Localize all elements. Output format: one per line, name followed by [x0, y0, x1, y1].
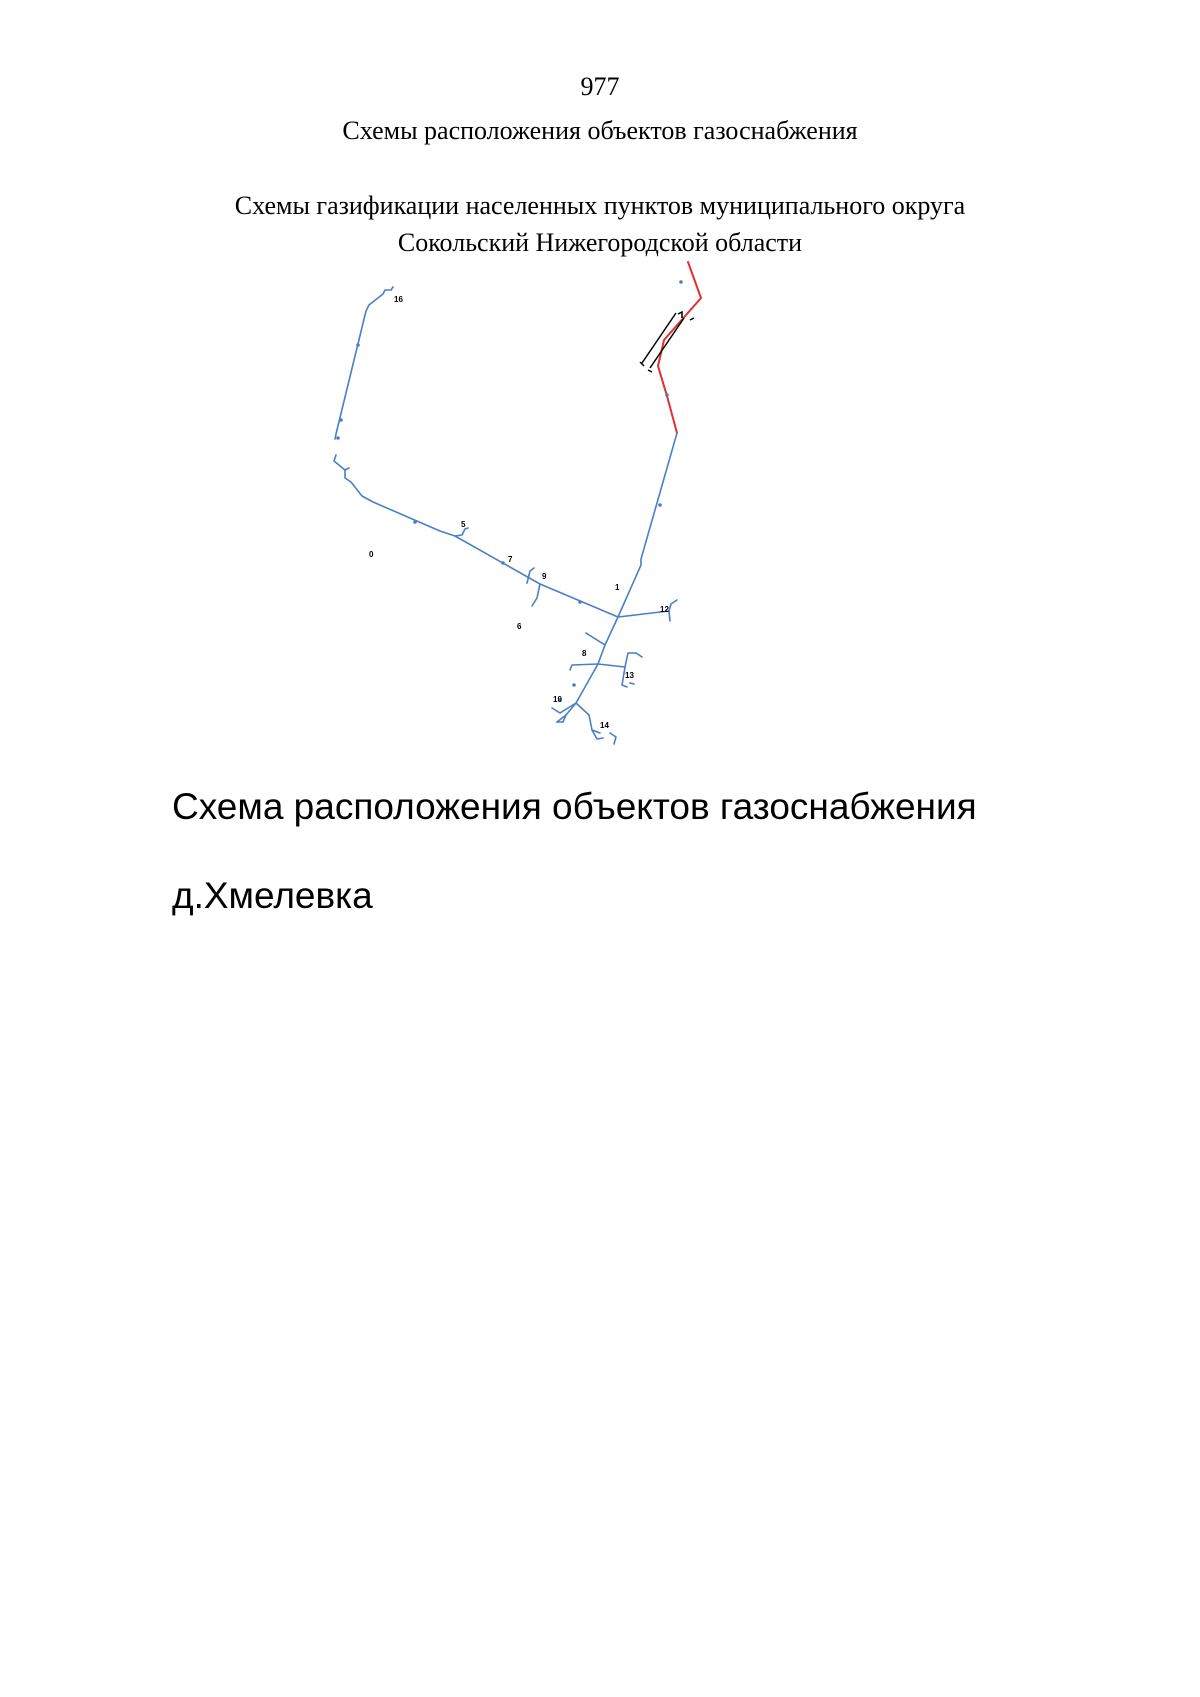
node-label-0: 0 — [369, 550, 374, 559]
page-number: 977 — [580, 72, 620, 101]
node-label-13: 13 — [625, 671, 634, 680]
node-label-5: 5 — [461, 520, 466, 529]
section-heading: Схемы расположения объектов газоснабжения — [342, 116, 858, 145]
node-label-1: 1 — [615, 583, 620, 592]
place-name: д.Хмелевка — [172, 875, 373, 916]
pipeline-brackets — [640, 312, 694, 372]
node-label-6: 6 — [517, 622, 522, 631]
gas-network-map — [0, 0, 1200, 760]
node-label-16: 16 — [394, 295, 403, 304]
node-label-10: 10 — [553, 695, 562, 704]
node-label-7: 7 — [508, 555, 513, 564]
node-label-8: 8 — [582, 649, 587, 658]
node-label-9: 9 — [542, 572, 547, 581]
node-label-12: 12 — [660, 605, 669, 614]
subheading-line-2: Сокольский Нижегородской области — [397, 228, 803, 257]
node-label-14: 14 — [600, 721, 609, 730]
scheme-title: Схема расположения объектов газоснабжения — [172, 786, 977, 827]
flow-arrows — [336, 280, 683, 702]
subheading-line-1: Схемы газификации населенных пунктов муниципального округа — [234, 191, 966, 220]
